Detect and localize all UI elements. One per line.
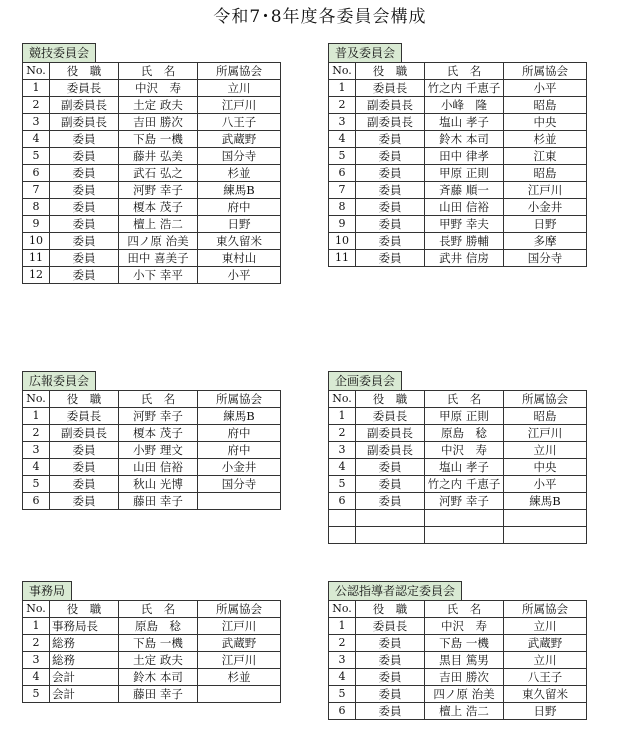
header-name: 氏 名	[119, 391, 198, 408]
cell-no: 2	[329, 635, 356, 652]
cell-assoc: 小平	[198, 267, 281, 284]
cell-assoc: 国分寺	[198, 148, 281, 165]
cell-name: 黒目 篤男	[425, 652, 504, 669]
table-row	[23, 408, 281, 425]
cell-no: 3	[23, 652, 50, 669]
committee-fukyu	[328, 42, 587, 267]
cell-role: 委員長	[356, 618, 425, 635]
committee-table	[328, 62, 587, 267]
cell-name: 河野 幸子	[119, 182, 198, 199]
cell-no: 9	[329, 216, 356, 233]
header-row	[329, 63, 587, 80]
cell-assoc: 東久留米	[198, 233, 281, 250]
cell-assoc: 杉並	[198, 669, 281, 686]
cell-no: 2	[329, 97, 356, 114]
table-row	[329, 703, 587, 720]
table-row	[329, 686, 587, 703]
cell-name: 榎本 茂子	[119, 425, 198, 442]
cell-assoc: 武蔵野	[198, 131, 281, 148]
cell-role: 委員	[50, 216, 119, 233]
cell-assoc: 国分寺	[198, 476, 281, 493]
cell-no: 5	[23, 686, 50, 703]
cell-assoc: 立川	[504, 442, 587, 459]
cell-role: 委員長	[356, 80, 425, 97]
cell-role: 会計	[50, 669, 119, 686]
cell-no: 4	[329, 131, 356, 148]
cell-assoc: 府中	[198, 425, 281, 442]
cell-name: 武石 弘之	[119, 165, 198, 182]
cell-assoc: 中央	[504, 114, 587, 131]
cell-role: 委員	[356, 703, 425, 720]
cell-assoc: 小平	[504, 476, 587, 493]
cell-role: 委員	[356, 250, 425, 267]
cell-assoc: 昭島	[504, 97, 587, 114]
header-name: 氏 名	[425, 63, 504, 80]
header-no: No.	[23, 391, 50, 408]
cell-no: 11	[23, 250, 50, 267]
header-row	[23, 391, 281, 408]
blank-cell	[356, 510, 425, 527]
cell-name: 河野 幸子	[425, 493, 504, 510]
cell-assoc: 武蔵野	[504, 635, 587, 652]
committee-title: 事務局	[22, 581, 72, 600]
cell-name: 中沢 寿	[425, 618, 504, 635]
header-row	[329, 391, 587, 408]
cell-name: 檀上 浩二	[425, 703, 504, 720]
table-row	[329, 652, 587, 669]
table-row	[329, 669, 587, 686]
cell-role: 委員	[50, 131, 119, 148]
cell-no: 5	[329, 476, 356, 493]
blank-cell	[425, 527, 504, 544]
table-row	[23, 652, 281, 669]
table-row	[329, 182, 587, 199]
table-row	[23, 442, 281, 459]
cell-assoc: 日野	[198, 216, 281, 233]
cell-role: 委員	[356, 199, 425, 216]
cell-assoc: 東久留米	[504, 686, 587, 703]
table-row	[329, 114, 587, 131]
cell-name: 原島 稔	[119, 618, 198, 635]
cell-name: 秋山 光博	[119, 476, 198, 493]
cell-name: 小峰 隆	[425, 97, 504, 114]
header-assoc: 所属協会	[198, 391, 281, 408]
cell-name: 檀上 浩二	[119, 216, 198, 233]
blank-cell	[356, 527, 425, 544]
cell-role: 副委員長	[50, 114, 119, 131]
cell-no: 8	[329, 199, 356, 216]
cell-assoc: 府中	[198, 442, 281, 459]
cell-name: 中沢 寿	[119, 80, 198, 97]
header-assoc: 所属協会	[504, 601, 587, 618]
cell-no: 8	[23, 199, 50, 216]
cell-role: 委員	[50, 476, 119, 493]
cell-no: 1	[329, 80, 356, 97]
cell-no: 4	[23, 669, 50, 686]
cell-assoc: 武蔵野	[198, 635, 281, 652]
cell-no: 11	[329, 250, 356, 267]
cell-name: 田中 律孝	[425, 148, 504, 165]
table-row	[329, 442, 587, 459]
cell-role: 委員	[50, 267, 119, 284]
table-row	[329, 618, 587, 635]
cell-role: 委員	[356, 635, 425, 652]
table-row	[329, 635, 587, 652]
cell-no: 3	[23, 114, 50, 131]
cell-name: 下島 一機	[425, 635, 504, 652]
cell-role: 委員	[356, 669, 425, 686]
cell-name: 原島 稔	[425, 425, 504, 442]
cell-no: 1	[23, 408, 50, 425]
cell-assoc: 江戸川	[198, 652, 281, 669]
cell-name: 甲原 正則	[425, 165, 504, 182]
cell-assoc: 八王子	[504, 669, 587, 686]
cell-no: 4	[329, 669, 356, 686]
cell-no: 6	[329, 165, 356, 182]
cell-role: 委員	[50, 182, 119, 199]
cell-assoc: 昭島	[504, 408, 587, 425]
table-row	[329, 131, 587, 148]
cell-no: 5	[329, 148, 356, 165]
header-name: 氏 名	[119, 63, 198, 80]
cell-assoc: 日野	[504, 703, 587, 720]
cell-assoc: 練馬B	[198, 182, 281, 199]
cell-assoc: 立川	[198, 80, 281, 97]
cell-name: 長野 勝輔	[425, 233, 504, 250]
table-row	[329, 459, 587, 476]
page-title: 令和7･8年度各委員会構成	[213, 7, 427, 27]
cell-role: 委員	[50, 442, 119, 459]
table-row	[23, 97, 281, 114]
cell-role: 副委員長	[356, 425, 425, 442]
cell-assoc: 江東	[504, 148, 587, 165]
blank-row	[329, 510, 587, 527]
committee-title: 企画委員会	[328, 371, 402, 390]
cell-role: 委員	[356, 148, 425, 165]
cell-no: 12	[23, 267, 50, 284]
cell-no: 10	[23, 233, 50, 250]
cell-name: 四ノ原 治美	[425, 686, 504, 703]
table-row	[23, 216, 281, 233]
cell-assoc: 日野	[504, 216, 587, 233]
header-assoc: 所属協会	[198, 63, 281, 80]
table-row	[329, 97, 587, 114]
cell-name: 武井 信房	[425, 250, 504, 267]
table-row	[23, 618, 281, 635]
cell-no: 5	[23, 148, 50, 165]
table-row	[23, 80, 281, 97]
cell-no: 1	[23, 618, 50, 635]
cell-no: 1	[329, 618, 356, 635]
header-role: 役 職	[356, 63, 425, 80]
cell-no: 3	[329, 442, 356, 459]
cell-assoc: 八王子	[198, 114, 281, 131]
cell-role: 会計	[50, 686, 119, 703]
header-name: 氏 名	[425, 391, 504, 408]
committee-title: 広報委員会	[22, 371, 96, 390]
table-row	[329, 233, 587, 250]
blank-cell	[329, 527, 356, 544]
table-row	[23, 182, 281, 199]
cell-assoc: 江戸川	[198, 618, 281, 635]
table-row	[23, 233, 281, 250]
blank-cell	[504, 527, 587, 544]
cell-no: 3	[329, 114, 356, 131]
table-row	[23, 199, 281, 216]
cell-assoc	[198, 493, 281, 510]
cell-role: 副委員長	[356, 97, 425, 114]
cell-role: 副委員長	[356, 442, 425, 459]
table-row	[23, 165, 281, 182]
cell-assoc: 練馬B	[504, 493, 587, 510]
cell-role: 副委員長	[50, 425, 119, 442]
table-row	[329, 165, 587, 182]
table-row	[23, 669, 281, 686]
cell-assoc: 多摩	[504, 233, 587, 250]
cell-role: 事務局長	[50, 618, 119, 635]
cell-name: 甲野 幸夫	[425, 216, 504, 233]
blank-cell	[425, 510, 504, 527]
header-row	[23, 601, 281, 618]
cell-name: 藤田 幸子	[119, 686, 198, 703]
cell-role: 委員	[356, 686, 425, 703]
cell-role: 総務	[50, 635, 119, 652]
cell-name: 下島 一機	[119, 131, 198, 148]
cell-name: 土定 政夫	[119, 97, 198, 114]
cell-role: 委員	[50, 493, 119, 510]
cell-role: 委員長	[356, 408, 425, 425]
cell-no: 2	[329, 425, 356, 442]
cell-role: 委員	[356, 216, 425, 233]
table-row	[23, 425, 281, 442]
cell-role: 委員	[50, 165, 119, 182]
cell-name: 四ノ原 治美	[119, 233, 198, 250]
cell-no: 1	[23, 80, 50, 97]
cell-role: 委員	[50, 250, 119, 267]
header-assoc: 所属協会	[504, 391, 587, 408]
table-row	[329, 216, 587, 233]
cell-name: 吉田 勝次	[425, 669, 504, 686]
cell-name: 河野 幸子	[119, 408, 198, 425]
table-row	[329, 425, 587, 442]
cell-no: 4	[23, 459, 50, 476]
cell-no: 2	[23, 97, 50, 114]
cell-assoc: 練馬B	[198, 408, 281, 425]
cell-assoc: 小金井	[504, 199, 587, 216]
cell-no: 4	[329, 459, 356, 476]
cell-assoc: 江戸川	[504, 182, 587, 199]
committee-table	[22, 390, 281, 510]
table-row	[23, 686, 281, 703]
cell-name: 榎本 茂子	[119, 199, 198, 216]
cell-name: 吉田 勝次	[119, 114, 198, 131]
cell-no: 4	[23, 131, 50, 148]
cell-no: 6	[23, 165, 50, 182]
cell-name: 山田 信裕	[425, 199, 504, 216]
header-role: 役 職	[356, 601, 425, 618]
cell-role: 委員	[356, 652, 425, 669]
cell-assoc: 江戸川	[504, 425, 587, 442]
table-row	[23, 250, 281, 267]
table-row	[23, 131, 281, 148]
committee-table	[328, 600, 587, 720]
committee-title: 競技委員会	[22, 43, 96, 62]
cell-no: 1	[329, 408, 356, 425]
cell-name: 鈴木 本司	[119, 669, 198, 686]
cell-assoc	[198, 686, 281, 703]
committee-koho	[22, 370, 281, 510]
table-row	[329, 250, 587, 267]
cell-role: 副委員長	[50, 97, 119, 114]
header-role: 役 職	[356, 391, 425, 408]
cell-assoc: 府中	[198, 199, 281, 216]
cell-name: 山田 信裕	[119, 459, 198, 476]
cell-assoc: 立川	[504, 652, 587, 669]
header-name: 氏 名	[119, 601, 198, 618]
cell-name: 中沢 寿	[425, 442, 504, 459]
committee-title: 普及委員会	[328, 43, 402, 62]
header-no: No.	[23, 63, 50, 80]
blank-cell	[329, 510, 356, 527]
committee-table	[22, 600, 281, 703]
cell-name: 田中 喜美子	[119, 250, 198, 267]
header-assoc: 所属協会	[198, 601, 281, 618]
committee-jimukyoku	[22, 580, 281, 703]
committee-title: 公認指導者認定委員会	[328, 581, 462, 600]
cell-no: 7	[23, 182, 50, 199]
cell-role: 委員	[356, 165, 425, 182]
cell-role: 委員	[50, 233, 119, 250]
cell-assoc: 中央	[504, 459, 587, 476]
table-row	[23, 114, 281, 131]
cell-name: 小野 理文	[119, 442, 198, 459]
cell-no: 3	[23, 442, 50, 459]
cell-name: 藤田 幸子	[119, 493, 198, 510]
table-row	[23, 635, 281, 652]
cell-no: 3	[329, 652, 356, 669]
cell-name: 小下 幸平	[119, 267, 198, 284]
committee-kyogi	[22, 42, 281, 284]
header-name: 氏 名	[425, 601, 504, 618]
cell-name: 塩山 孝子	[425, 459, 504, 476]
committee-table	[22, 62, 281, 284]
cell-name: 竹之内 千恵子	[425, 80, 504, 97]
committee-kikaku	[328, 370, 587, 544]
cell-no: 2	[23, 635, 50, 652]
committee-shidosha	[328, 580, 587, 720]
table-row	[23, 476, 281, 493]
cell-no: 9	[23, 216, 50, 233]
cell-role: 委員	[356, 493, 425, 510]
cell-name: 下島 一機	[119, 635, 198, 652]
header-no: No.	[329, 391, 356, 408]
cell-role: 委員	[50, 199, 119, 216]
cell-assoc: 国分寺	[504, 250, 587, 267]
cell-assoc: 立川	[504, 618, 587, 635]
header-no: No.	[23, 601, 50, 618]
table-row	[329, 80, 587, 97]
cell-assoc: 昭島	[504, 165, 587, 182]
header-no: No.	[329, 601, 356, 618]
cell-assoc: 東村山	[198, 250, 281, 267]
table-row	[23, 459, 281, 476]
cell-role: 総務	[50, 652, 119, 669]
cell-name: 土定 政夫	[119, 652, 198, 669]
cell-role: 委員	[356, 182, 425, 199]
table-row	[329, 408, 587, 425]
cell-no: 7	[329, 182, 356, 199]
cell-name: 甲原 正則	[425, 408, 504, 425]
header-assoc: 所属協会	[504, 63, 587, 80]
header-role: 役 職	[50, 63, 119, 80]
table-row	[329, 493, 587, 510]
cell-no: 5	[329, 686, 356, 703]
cell-name: 藤井 弘美	[119, 148, 198, 165]
cell-assoc: 江戸川	[198, 97, 281, 114]
header-row	[329, 601, 587, 618]
cell-role: 委員	[356, 459, 425, 476]
cell-assoc: 小金井	[198, 459, 281, 476]
cell-role: 委員	[356, 476, 425, 493]
header-row	[23, 63, 281, 80]
header-no: No.	[329, 63, 356, 80]
cell-role: 委員長	[50, 408, 119, 425]
blank-row	[329, 527, 587, 544]
table-row	[23, 267, 281, 284]
cell-no: 10	[329, 233, 356, 250]
table-row	[23, 493, 281, 510]
cell-no: 2	[23, 425, 50, 442]
cell-no: 5	[23, 476, 50, 493]
cell-role: 委員	[356, 131, 425, 148]
cell-no: 6	[23, 493, 50, 510]
cell-role: 委員長	[50, 80, 119, 97]
cell-assoc: 小平	[504, 80, 587, 97]
header-role: 役 職	[50, 601, 119, 618]
committee-table	[328, 390, 587, 544]
table-row	[329, 199, 587, 216]
header-role: 役 職	[50, 391, 119, 408]
cell-assoc: 杉並	[504, 131, 587, 148]
blank-cell	[504, 510, 587, 527]
table-row	[23, 148, 281, 165]
cell-no: 6	[329, 703, 356, 720]
cell-name: 鈴木 本司	[425, 131, 504, 148]
cell-assoc: 杉並	[198, 165, 281, 182]
cell-role: 委員	[50, 148, 119, 165]
cell-no: 6	[329, 493, 356, 510]
cell-role: 副委員長	[356, 114, 425, 131]
cell-name: 竹之内 千恵子	[425, 476, 504, 493]
cell-name: 塩山 孝子	[425, 114, 504, 131]
table-row	[329, 476, 587, 493]
cell-name: 斉藤 順一	[425, 182, 504, 199]
cell-role: 委員	[50, 459, 119, 476]
table-row	[329, 148, 587, 165]
cell-role: 委員	[356, 233, 425, 250]
